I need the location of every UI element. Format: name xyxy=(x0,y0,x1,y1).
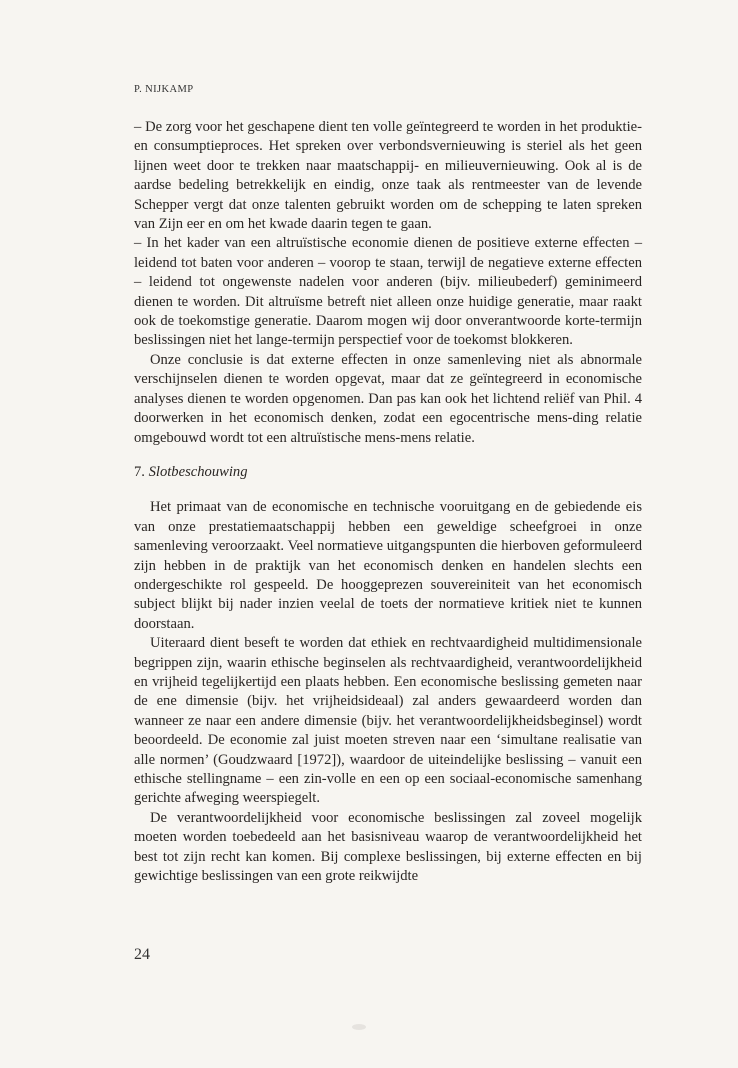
section-title: Slotbeschouwing xyxy=(148,463,248,480)
page-number: 24 xyxy=(134,946,150,963)
paragraph-dash-2: – In het kader van een altruïstische economie dienen de positieve externe effecten – leidend tot baten voor anderen – voorop te staan, terwijl de negatieve externe effecten – leidend tot ongewenste nadelen voor anderen (bijv. milieubederf) geminimeerd dienen te worden. Dit altruïsme betreft niet alleen onze huidige generatie, maar raakt ook de toekomstige generatie. Daarom mogen wij door onverantwoorde korte-termijn beslissingen niet het lange-termijn perspectief voor de toekomst blokkeren. xyxy=(134,235,642,349)
section-heading xyxy=(134,463,642,482)
section-paragraph-3: De verantwoordelijkheid voor economische beslissingen zal zoveel mogelijk moeten worden toebedeeld aan het basisniveau waarop de verantwoordelijkheid het best tot zijn recht kan komen. Bij complexe beslissingen, bij externe effecten en bij gewichtige beslissingen van een grote reikwijdte xyxy=(134,809,642,885)
running-head: P. NIJKAMP xyxy=(134,84,194,95)
paper-smudge xyxy=(352,1024,366,1030)
section-paragraph-1: Het primaat van de economische en technische vooruitgang en de gebiedende eis van onze prestatiemaatschappij hebben een geweldige scheefgroei in onze samenleving veroorzaakt. Veel normatieve uitgangspunten die hierboven geformuleerd zijn hebben in de praktijk van het economisch denken en handelen slechts een ondergeschikte rol gespeeld. De hooggeprezen souvereiniteit van het economisch subject blijkt bij nader inzien veelal de toets der normatieve kritiek niet te kunnen doorstaan. xyxy=(134,499,642,632)
paragraph-conclusion: Onze conclusie is dat externe effecten in onze samenleving niet als abnormale verschijnselen dienen te worden opgevat, maar dat ze geïntegreerd in economische analyses dienen te worden opgenomen. Dan pas kan ook het lichtend reliëf van Phil. 4 doorwerken in het economisch denken, zodat een egocentrische mens-ding relatie omgebouwd wordt tot een altruïstische mens-mens relatie. xyxy=(134,351,642,446)
section-number: 7. xyxy=(134,463,145,480)
paragraph-dash-1: – De zorg voor het geschapene dient ten volle geïntegreerd te worden in het produktie- en consumptieproces. Het spreken over verbondsvernieuwing is steriel als het geen lijnen weet door te trekken naar maatschappij- en milieuvernieuwing. Ook al is de aardse bedeling betrekkelijk en eindig, onze taak als rentmeester van de levende Schepper vergt dat onze talenten gebruikt worden om de schepping te laten spreken van Zijn eer en om het kwade daarin tegen te gaan. xyxy=(134,119,642,233)
section-paragraph-2: Uiteraard dient beseft te worden dat ethiek en rechtvaardigheid multidimensionale begrippen zijn, waarin ethische beginselen als rechtvaardigheid, verantwoordelijkheid en vrijheid tegelijkertijd een plaats hebben. Een economische beslissing gemeten naar de ene dimensie (bijv. het vrijheidsideaal) zal anders gewaardeerd worden dan wanneer ze naar een andere dimensie (bijv. het verantwoordelijkheidsbeginsel) wordt beoordeeld. De economie zal juist moeten streven naar een ‘simultane realisatie van alle normen’ (Goudzwaard [1972]), waardoor de uiteindelijke beslissing – vanuit een ethische stellingname – een zin-volle en een op een sociaal-economische samenhang gerichte afweging weerspiegelt. xyxy=(134,635,642,807)
text-column xyxy=(134,118,642,886)
